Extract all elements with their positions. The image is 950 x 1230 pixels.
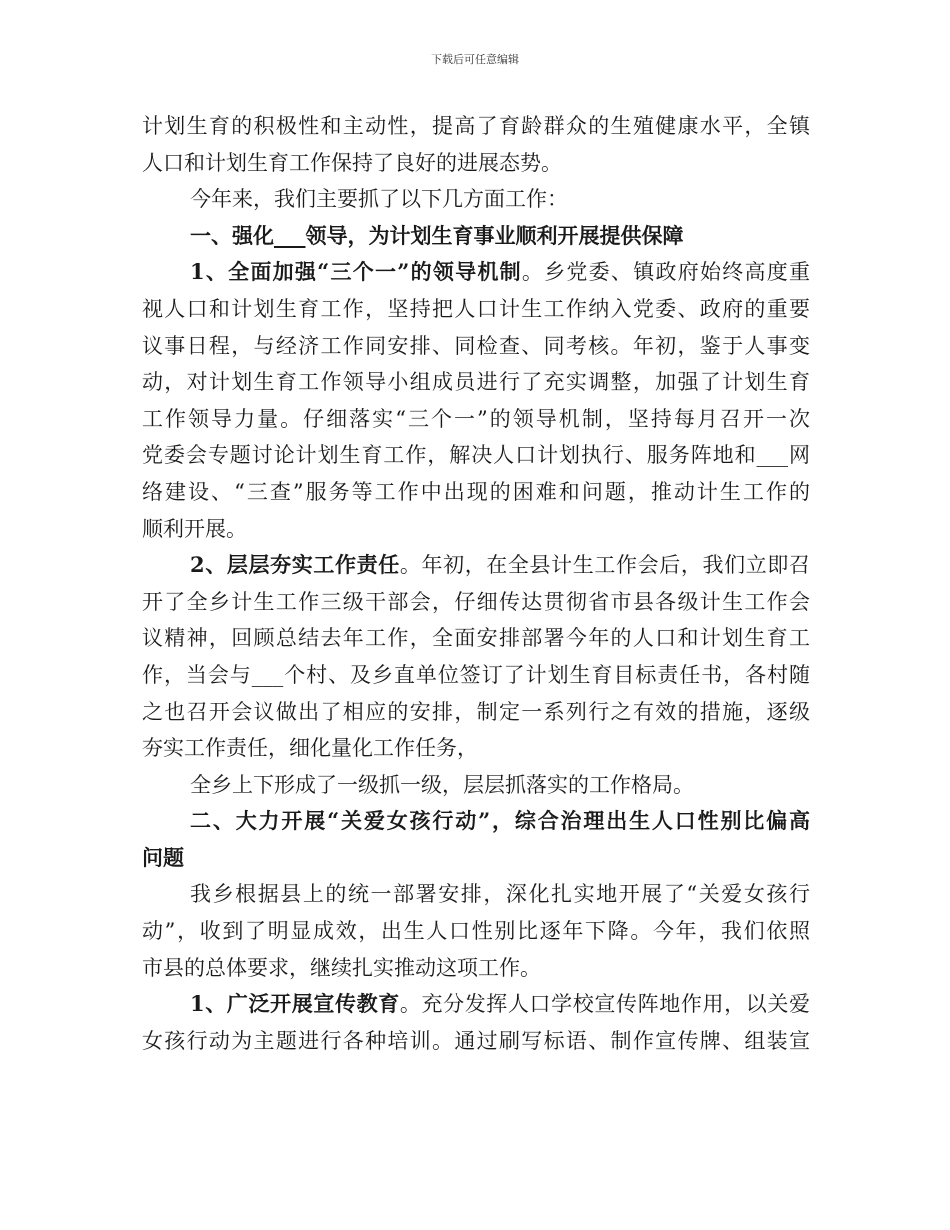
text-line xyxy=(142,437,810,474)
line-text: 女孩行动为主题进行各种培训。通过刷写标语、制作宣传牌、组装宣 xyxy=(142,1028,810,1053)
line-text: 动，对计划生育工作领导小组成员进行了充实调整，加强了计划生育 xyxy=(142,370,810,395)
text-line xyxy=(142,694,810,731)
text-line xyxy=(142,620,810,657)
text-line xyxy=(142,511,810,548)
bold-heading: 1、广泛开展宣传教育 xyxy=(190,991,400,1017)
line-text: 市县的总体要求，继续扎实推动这项工作。 xyxy=(142,955,541,980)
line-text: 今年来，我们主要抓了以下几方面工作： xyxy=(190,187,568,212)
line-text: 之也召开会议做出了相应的安排，制定一系列行之有效的措施，逐级 xyxy=(142,699,810,724)
line-text: 开了全乡计生工作三级干部会，仔细传达贯彻省市县各级计生工作会 xyxy=(142,589,810,614)
text-line xyxy=(142,291,810,328)
line-text: 夯实工作责任，细化量化工作任务， xyxy=(142,736,478,761)
text-line xyxy=(142,913,810,950)
text-line xyxy=(142,803,810,840)
text-line xyxy=(142,364,810,401)
line-text: 。充分发挥人口学校宣传阵地作用，以关爱 xyxy=(399,992,810,1017)
line-text: 。年初，在全县计生工作会后，我们立即召 xyxy=(399,553,810,578)
line-text: 络建设、“三查”服务等工作中出现的困难和问题，推动计生工作的 xyxy=(142,479,810,504)
line-text: 计划生育的积极性和主动性，提高了育龄群众的生殖健康水平，全镇 xyxy=(142,114,810,138)
text-line xyxy=(142,145,810,182)
text-line xyxy=(142,254,810,291)
text-line xyxy=(142,108,810,145)
text-line xyxy=(142,218,810,255)
text-line xyxy=(142,657,810,694)
text-line xyxy=(142,767,810,804)
line-text: 工作领导力量。仔细落实“三个一”的领导机制，坚持每月召开一次 xyxy=(142,406,810,431)
line-text: 党委会专题讨论计划生育工作，解决人口计划执行、服务阵地和___网 xyxy=(142,443,810,468)
text-line xyxy=(142,328,810,365)
line-text: 人口和计划生育工作保持了良好的进展态势。 xyxy=(142,150,562,175)
text-line xyxy=(142,986,810,1023)
line-text: 视人口和计划生育工作，坚持把人口计生工作纳入党委、政府的重要 xyxy=(142,296,810,321)
text-line xyxy=(142,950,810,987)
line-text: 动”，收到了明显成效，出生人口性别比逐年下降。今年，我们依照 xyxy=(142,919,810,944)
bold-heading: 2、层层夯实工作责任 xyxy=(190,552,400,578)
text-line xyxy=(142,181,810,218)
line-text: 议事日程，与经济工作同安排、同检查、同考核。年初，鉴于人事变 xyxy=(142,333,810,358)
document-body xyxy=(142,108,810,1059)
text-line xyxy=(142,840,810,877)
text-line xyxy=(142,584,810,621)
bold-heading: 二、大力开展“关爱女孩行动”，综合治理出生人口性别比偏高 xyxy=(190,808,810,834)
text-line xyxy=(142,474,810,511)
text-line xyxy=(142,547,810,584)
text-line xyxy=(142,401,810,438)
text-line xyxy=(142,730,810,767)
line-text: 顺利开展。 xyxy=(142,516,247,541)
line-text: 我乡根据县上的统一部署安排，深化扎实地开展了“关爱女孩行 xyxy=(190,882,810,907)
bold-heading: 1、全面加强“三个一”的领导机制 xyxy=(190,259,522,285)
bold-heading: 问题 xyxy=(142,844,184,870)
line-text: 议精神，回顾总结去年工作，全面安排部署今年的人口和计划生育工 xyxy=(142,626,810,651)
line-text: 全乡上下形成了一级抓一级，层层抓落实的工作格局。 xyxy=(190,772,694,797)
line-text: 作，当会与___个村、及乡直单位签订了计划生育目标责任书，各村随 xyxy=(142,662,810,687)
bold-heading: 一、强化___领导，为计划生育事业顺利开展提供保障 xyxy=(190,222,684,248)
line-text: 。乡党委、镇政府始终高度重 xyxy=(521,260,810,285)
text-line xyxy=(142,1023,810,1060)
page-header: 下载后可任意编辑 xyxy=(431,53,519,66)
text-line xyxy=(142,876,810,913)
